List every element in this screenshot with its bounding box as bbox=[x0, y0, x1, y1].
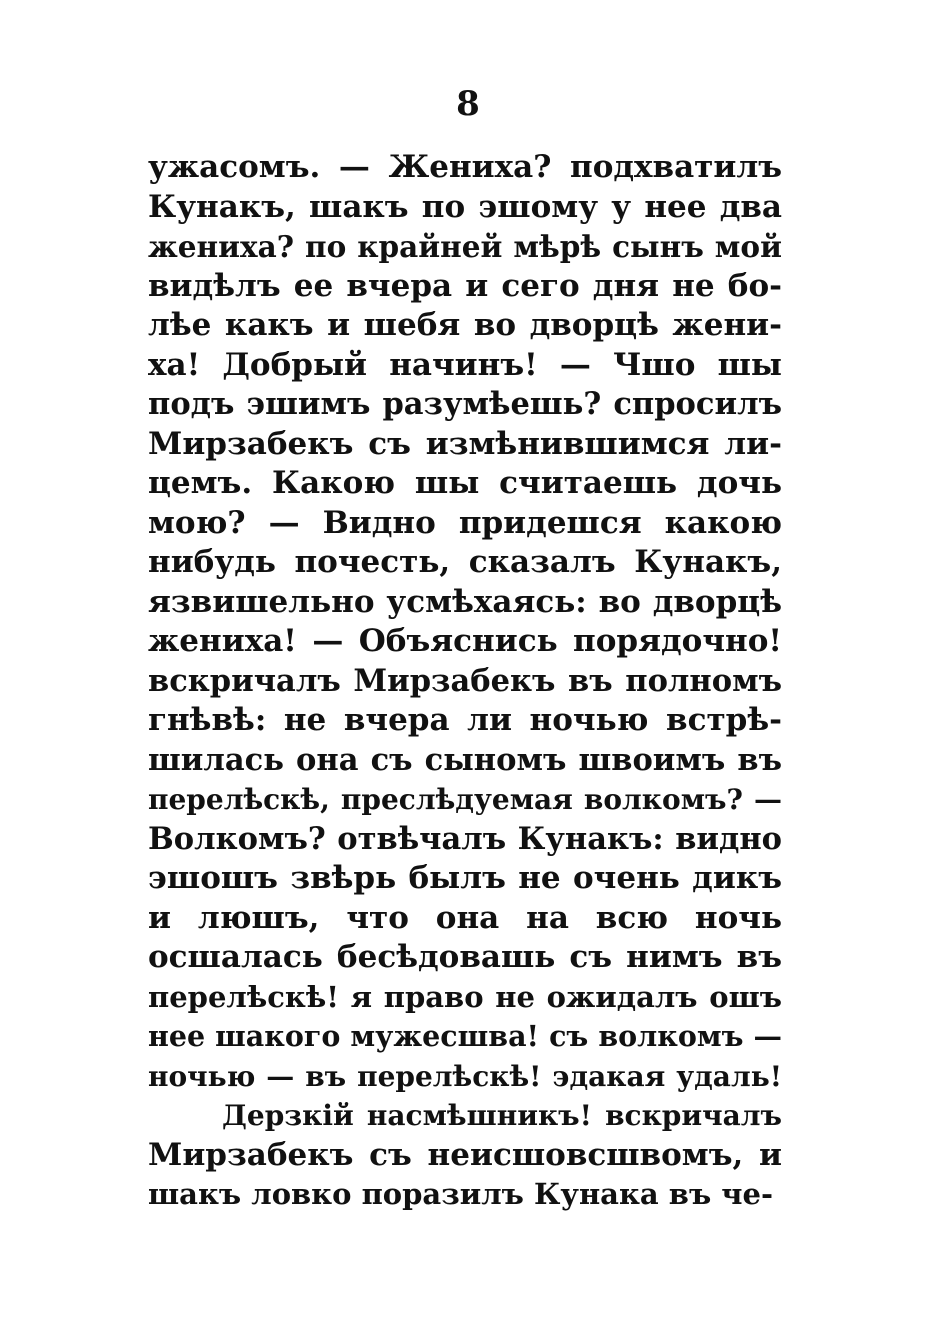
text-line: язвишельно усмѣхаясь: во дворцѣ bbox=[148, 583, 782, 620]
text-line: вскричалъ Мирзабекъ въ полномъ bbox=[148, 662, 782, 699]
text-line: перелѣскѣ! я право не ожидалъ ошъ bbox=[148, 979, 782, 1014]
text-line: осшалась бесѣдовашь съ нимъ въ bbox=[148, 939, 782, 975]
text-line: ха! Добрый начинъ! — Чшо шы bbox=[148, 346, 782, 383]
text-line: мою? — Видно придешся какою bbox=[148, 504, 782, 541]
text-line: эшошъ звѣрь былъ не очень дикъ bbox=[148, 860, 782, 896]
text-line: ночью — въ перелѣскѣ! эдакая удаль! bbox=[148, 1059, 782, 1093]
text-line: Мирзабекъ съ измѣнившимся ли- bbox=[148, 425, 782, 462]
page-number: 8 bbox=[456, 84, 480, 124]
text-line: нибудь почесть, сказалъ Кунакъ, bbox=[148, 544, 782, 580]
text-line: шилась она съ сыномъ швоимъ въ bbox=[148, 741, 782, 778]
text-line: ужасомъ. — Жениха? подхватилъ bbox=[148, 149, 782, 185]
text-line: шакъ ловко поразилъ Кунака въ че- bbox=[148, 1177, 774, 1211]
text-line: Волкомъ? отвѣчалъ Кунакъ: видно bbox=[148, 820, 782, 857]
text-line: жениха? по крайней мѣрѣ сынъ мой bbox=[148, 229, 782, 264]
text-line: перелѣскѣ, преслѣдуемая волкомъ? — bbox=[148, 783, 782, 816]
text-line: подъ эшимъ разумѣешь? спросилъ bbox=[148, 386, 782, 422]
text-line: и люшъ, что она на всю ночь bbox=[148, 899, 782, 936]
body-text bbox=[148, 148, 782, 1215]
text-line: цемъ. Какою шы считаешь дочь bbox=[148, 465, 782, 501]
text-line: видѣлъ ее вчера и сего дня не бо- bbox=[148, 267, 782, 304]
text-line: жениха! — Объяснись порядочно! bbox=[148, 623, 782, 659]
text-line: Мирзабекъ съ неисшовсшвомъ, и bbox=[148, 1136, 782, 1173]
text-line: лѣе какъ и шебя во дворцѣ жени- bbox=[148, 307, 782, 343]
text-line: Кунакъ, шакъ по эшому у нее два bbox=[148, 188, 782, 225]
text-line: нее шакого мужесшва! съ волкомъ — bbox=[148, 1019, 782, 1053]
paragraph-first-line: Дерзкій насмѣшникъ! вскричалъ bbox=[222, 1099, 782, 1132]
text-line: гнѣвѣ: не вчера ли ночью встрѣ- bbox=[148, 702, 782, 738]
